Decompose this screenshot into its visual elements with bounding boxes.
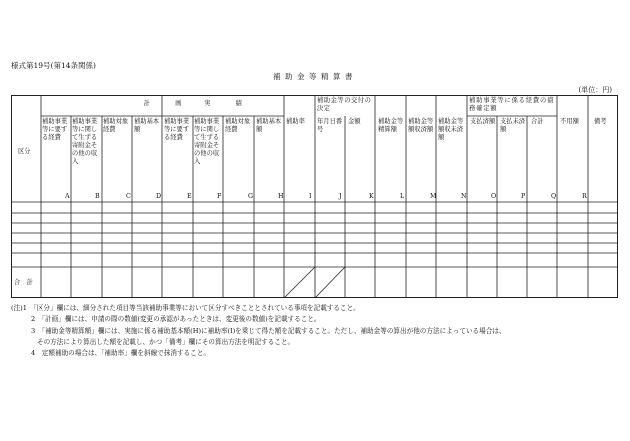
plan-eligible-header: 補助事業等に要する経費 bbox=[42, 118, 68, 141]
unpaid-header: 支払未済額 bbox=[500, 118, 526, 133]
col-letter: O bbox=[491, 193, 497, 200]
col-letter: J bbox=[339, 193, 342, 200]
note-item: その方法により算出した額を記載し、かつ「備考」欄にその算出方法を明記すること。 bbox=[37, 337, 295, 346]
rate-header: 補助率 bbox=[286, 118, 305, 125]
remarks-header: 備考 bbox=[594, 118, 607, 125]
plan-donation-header: 補助事業等に関して生ずる寄附金その他の収入 bbox=[72, 118, 98, 165]
note-item: 2 「計画」欄には、申請の際の数値(変更の承認があったときは、変更後の数値)を記載すること。 bbox=[31, 315, 321, 324]
actual-base-header: 補助基本額 bbox=[256, 118, 282, 133]
paid-header: 支払済額 bbox=[470, 118, 496, 125]
col-letter: N bbox=[461, 193, 467, 200]
col-letter: L bbox=[400, 193, 405, 200]
col-letter: P bbox=[521, 193, 526, 200]
actual-donation-header: 補助事業等に関して生ずる寄附金その他の収入 bbox=[194, 118, 220, 165]
debt-total-header: 合計 bbox=[531, 118, 544, 125]
form-number: 様式第19号(第14条関係) bbox=[11, 61, 96, 70]
debt-group-header: 補助事業等に係る経費の債務確定額 bbox=[469, 97, 555, 112]
col-letter: R bbox=[582, 193, 587, 200]
col-letter: G bbox=[248, 193, 254, 200]
unreceived-header: 補助金等額収未済額 bbox=[438, 118, 464, 141]
grant-decision-group-header: 補助金等の交付の決定 bbox=[317, 97, 372, 112]
col-letter: C bbox=[126, 193, 131, 200]
document-title: 補助金等精算書 bbox=[273, 72, 357, 81]
col-letter: E bbox=[187, 193, 192, 200]
col-letter: I bbox=[309, 193, 312, 200]
actual-target-header: 補助対象経費 bbox=[225, 118, 251, 133]
note-item: (注)1 「区分」欄には、細分された項目等当該補助事業等において区分すべきこととされている事項を記載すること。 bbox=[11, 304, 360, 312]
plan-group-header: 計 画 bbox=[143, 100, 182, 107]
total-row-label: 合 計 bbox=[14, 279, 33, 286]
division-header: 区分 bbox=[18, 148, 31, 155]
note-item: 3 「補助金等精算額」欄には、実施に係る補助基本額(H)に補助率(I)を乗じて得た額を記載すること。ただし、補助金等の算出が他の方法によっている場合は、 bbox=[31, 326, 506, 335]
decision-amount-header: 金額 bbox=[348, 118, 361, 125]
col-letter: K bbox=[369, 193, 374, 200]
actual-eligible-header: 補助事業等に要する経費 bbox=[164, 118, 190, 141]
actual-group-header: 実 績 bbox=[204, 100, 242, 107]
col-letter: H bbox=[278, 193, 284, 200]
notes bbox=[11, 303, 621, 359]
col-letter: A bbox=[65, 193, 70, 200]
decision-date-header: 年月日番号 bbox=[317, 118, 343, 133]
plan-target-header: 補助対象経費 bbox=[103, 118, 129, 133]
col-letter: F bbox=[217, 193, 222, 200]
received-header: 補助金等額収済額 bbox=[408, 118, 434, 133]
unit-label: (単位：円) bbox=[578, 86, 612, 94]
col-letter: Q bbox=[551, 193, 557, 200]
settlement-header: 補助金等精算額 bbox=[378, 118, 404, 133]
col-letter: D bbox=[156, 193, 162, 200]
col-letter: B bbox=[95, 193, 100, 200]
plan-base-header: 補助基本額 bbox=[134, 118, 160, 133]
unused-header: 不用額 bbox=[560, 118, 579, 125]
note-item: 4 定額補助の場合は、「補助率」欄を斜線で抹消すること。 bbox=[31, 349, 210, 358]
col-letter: M bbox=[430, 193, 437, 200]
